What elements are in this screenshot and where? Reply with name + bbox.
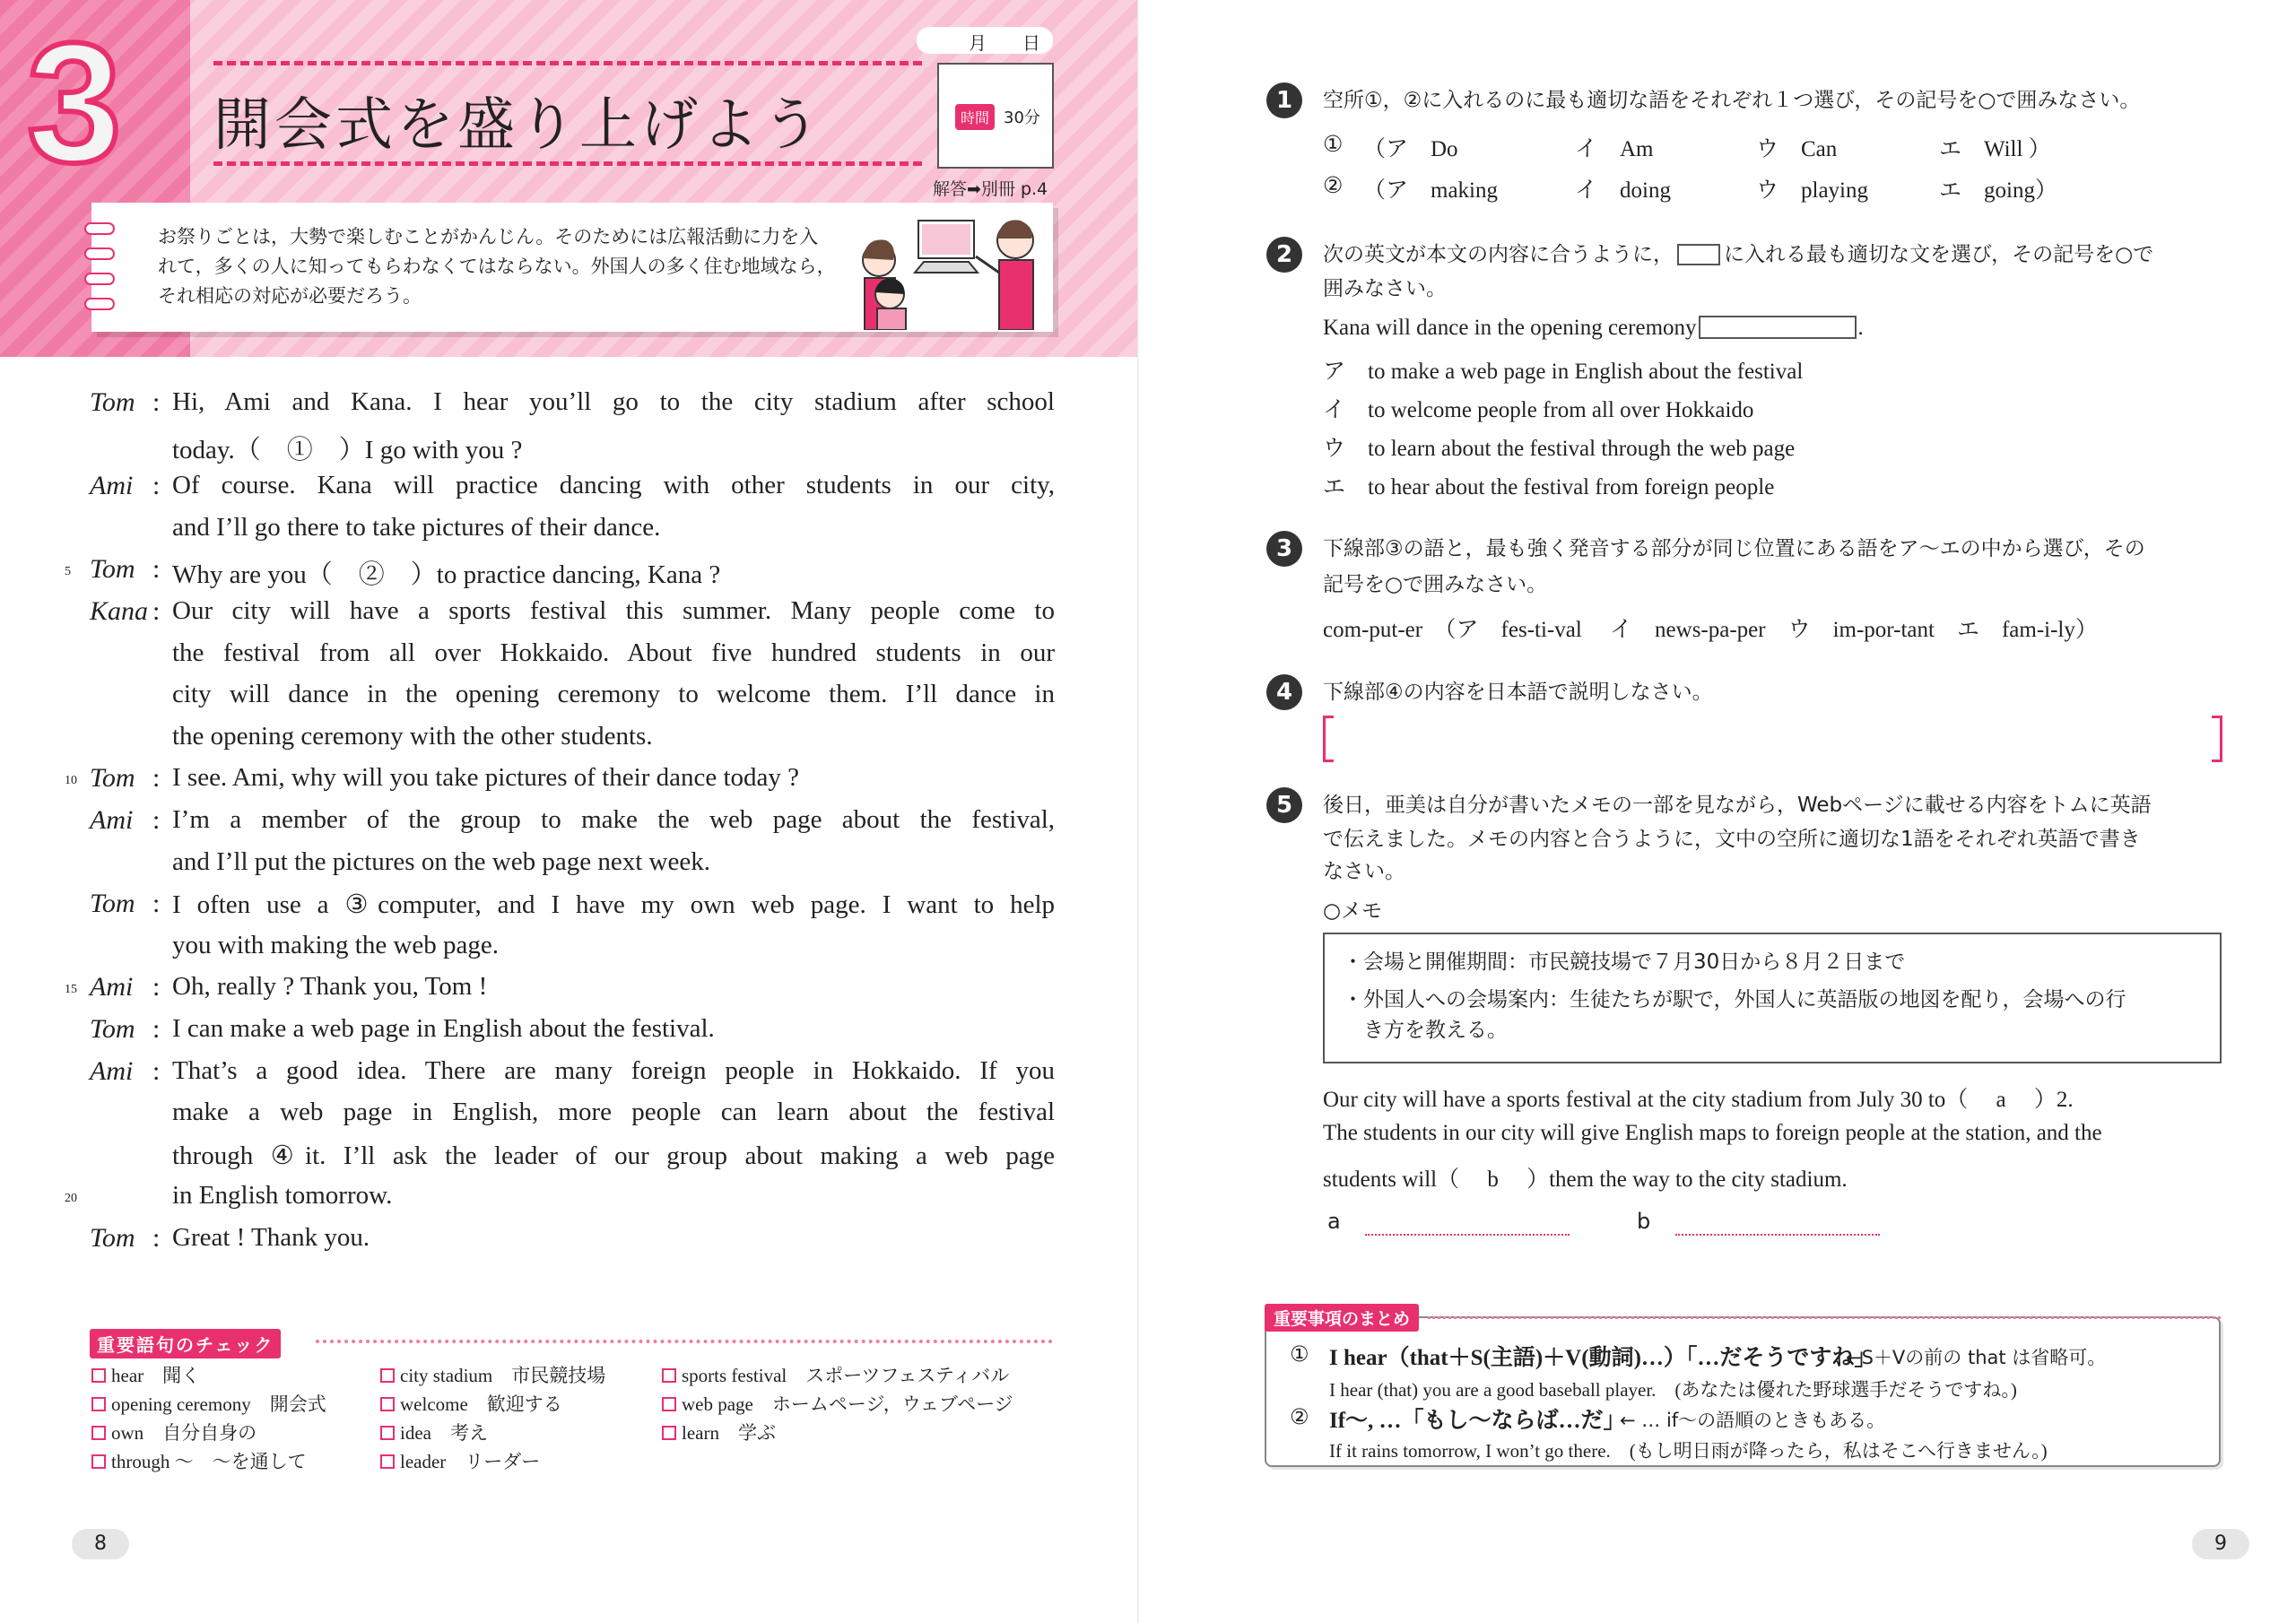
dialogue-line: Our city will have a sports festival this summer. Many people come to (172, 596, 1055, 625)
speaker-name: Tom (90, 889, 135, 918)
speaker-name: Tom (90, 763, 135, 793)
speaker-name: Ami (90, 1056, 134, 1086)
checkbox[interactable] (662, 1426, 676, 1440)
intro-card (91, 203, 1053, 332)
chapter-number: 3 (27, 8, 122, 198)
checkbox[interactable] (91, 1426, 106, 1440)
answer-b-label: b (1637, 1209, 1651, 1234)
dialogue-line: I’m a member of the group to make the web page about the festival, (172, 805, 1055, 834)
memo-line: ・会場と開催期間：市民競技場で７月30日から８月２日まで (1343, 950, 1906, 974)
vocab-item[interactable]: sports festival スポーツフェスティバル (662, 1361, 1013, 1390)
q1-instruction: 空所①，②に入れるのに最も適切な語をそれぞれ１つ選び，その記号を○で囲みなさい。 (1323, 89, 2141, 112)
speaker-colon: : (152, 471, 161, 500)
vocab-item[interactable]: city stadium 市民競技場 (380, 1361, 605, 1390)
blank-box-icon (1677, 244, 1720, 265)
q2-sentence: Kana will dance in the opening ceremony . (1323, 316, 1864, 340)
vocab-column-1 (91, 1361, 326, 1476)
q2-instruction: 次の英文が本文の内容に合うように， に入れる最も適切な文を選び，その記号を○で (1323, 243, 2154, 266)
dialogue-line: in English tomorrow. (172, 1181, 393, 1210)
intro-text (158, 222, 857, 311)
q1-row1-mark: ① (1323, 133, 1344, 157)
speaker-colon: : (152, 805, 161, 835)
answer-b-line[interactable] (1675, 1234, 1880, 1236)
q1-row2-option-e[interactable]: エ going） (1939, 178, 2057, 203)
date-box (917, 27, 1053, 54)
q4-answer-area[interactable] (1338, 716, 2208, 762)
date-month: 月 (969, 32, 987, 54)
vocab-item[interactable]: own 自分自身の (91, 1419, 326, 1447)
checkbox[interactable] (91, 1454, 106, 1469)
line-number: 20 (65, 1192, 77, 1205)
left-page (0, 0, 1137, 1623)
memo-box (1323, 933, 2222, 1063)
q2-option-e[interactable]: エ to hear about the festival from foreign people (1323, 475, 1775, 499)
chapter-header (0, 0, 1137, 357)
q5-sentence-3: students will（ b ）them the way to the city stadium. (1323, 1167, 1848, 1192)
dialogue-line: the festival from all over Hokkaido. About five hundred students in our (172, 638, 1055, 667)
line-number: 10 (65, 774, 77, 787)
speaker-colon: : (152, 554, 161, 584)
q1-row2-option-u[interactable]: ウ playing (1756, 178, 1868, 203)
dialogue-line: you with making the web page. (172, 931, 500, 959)
page-number-left: 8 (72, 1529, 129, 1559)
speaker-colon: : (152, 596, 161, 626)
dialogue-line: I often use a ③computer, and I have my own web page. I want to help (172, 890, 1055, 919)
summary-title: 重要事項のまとめ (1265, 1304, 1419, 1332)
dialogue-line: Of course. Kana will practice dancing with other students in our city, (172, 471, 1055, 499)
q5-instruction-1: 後日，亜美は自分が書いたメモの一部を見ながら，Webページに載せる内容をトムに英語 (1323, 794, 2152, 817)
summary-example-2: If it rains tomorrow, I won’t go there. (もし明日雨が降ったら，私はそこへ行きません。) (1329, 1440, 2048, 1462)
q2-option-u[interactable]: ウ to learn about the festival through the web page (1323, 437, 1796, 461)
line-number: 15 (65, 983, 77, 996)
title-dash-bottom (213, 161, 922, 166)
summary-example-1: I hear (that) you are a good baseball player. (あなたは優れた野球選手だそうですね。) (1329, 1379, 2017, 1401)
speaker-name: Tom (90, 1014, 135, 1044)
q3-instruction: 下線部③の語と，最も強く発音する部分が同じ位置にある語をア～エの中から選び，その (1323, 537, 2145, 560)
speaker-name: Ami (90, 805, 134, 835)
vocab-item[interactable]: opening ceremony 開会式 (91, 1390, 326, 1419)
vocab-item[interactable]: welcome 歓迎する (380, 1390, 605, 1419)
speaker-name: Ami (90, 471, 134, 500)
time-box (937, 63, 1054, 169)
vocab-column-2 (380, 1361, 605, 1476)
speaker-name: Kana (90, 596, 149, 626)
q3-word-options[interactable]: com-put-er （ア fes-ti-val イ news-pa-per ウ im-por-tant エ fam-i-ly） (1323, 618, 2098, 642)
q5-instruction-2: で伝えました。メモの内容と合うように，文中の空所に適切な1語をそれぞれ英語で書き (1323, 828, 2141, 851)
dialogue-line: That’s a good idea. There are many foreign people in Hokkaido. If you (172, 1056, 1055, 1085)
page-number-right: 9 (2192, 1529, 2249, 1559)
title-dash-top (213, 61, 922, 65)
vocab-item[interactable]: leader リーダー (380, 1447, 605, 1476)
dialogue-line: through ④it. I’ll ask the leader of our group about making a web page (172, 1141, 1055, 1170)
intro-line: れて，多くの人に知ってもらわなくてはならない。外国人の多く住む地域なら， (158, 256, 836, 277)
dialogue-line: Why are you（ ② ）to practice dancing, Kana ? (172, 560, 721, 589)
intro-line: お祭りごとは，大勢で楽しむことがかんじん。そのためには広報活動に力を入 (158, 226, 819, 247)
speaker-colon: : (152, 1056, 161, 1086)
q2-answer-box[interactable] (1699, 316, 1857, 339)
checkbox[interactable] (380, 1397, 395, 1411)
q1-row2-option-a[interactable]: （ア making (1363, 178, 1498, 203)
clip-icon (84, 273, 115, 285)
vocab-column-3 (662, 1361, 1013, 1447)
vocab-title: 重要語句のチェック (90, 1329, 281, 1358)
dialogue-line: Oh, really ? Thank you, Tom ! (172, 972, 488, 1001)
vocab-item[interactable]: through ～ ～を通して (91, 1447, 326, 1476)
summary-mark-1: ① (1290, 1341, 1309, 1367)
speaker-colon: : (152, 1223, 161, 1253)
checkbox[interactable] (91, 1397, 106, 1411)
summary-point-1: I hear（that＋S(主語)＋V(動詞)…）「…だそうですね」 (1329, 1346, 1877, 1370)
memo-line: き方を教える。 (1343, 1019, 1508, 1042)
checkbox[interactable] (662, 1368, 676, 1383)
summary-point-2: If～, …「もし～ならば…だ」 (1329, 1409, 1626, 1433)
answer-a-label: a (1327, 1209, 1341, 1234)
q2-instruction-2: 囲みなさい。 (1323, 277, 1447, 300)
vocab-item[interactable]: web page ホームページ，ウェブページ (662, 1390, 1013, 1419)
dialogue-line: Hi, Ami and Kana. I hear you’ll go to the city stadium after school (172, 387, 1055, 416)
clip-icon (84, 222, 115, 235)
q1-row1-option-e[interactable]: エ Will ） (1939, 137, 2051, 161)
answer-reference: 解答➡別冊 p.4 (933, 179, 1048, 199)
people-with-monitor-illustration (854, 208, 1051, 330)
q2-option-a[interactable]: ア to make a web page in English about the festival (1323, 360, 1804, 384)
dialogue-line: city will dance in the opening ceremony to welcome them. I’ll dance in (172, 680, 1055, 708)
clip-icon (84, 298, 115, 310)
q5-sentence-1: Our city will have a sports festival at the city stadium from July 30 to（ a ）2. (1323, 1088, 2074, 1112)
question-number-1: 1 (1266, 82, 1302, 118)
checkbox[interactable] (380, 1454, 395, 1469)
answer-bracket-right (2212, 716, 2222, 762)
question-number-5: 5 (1266, 787, 1302, 823)
vocab-item[interactable]: idea 考え (380, 1419, 605, 1447)
dialogue-line: make a web page in English, more people can learn about the festival (172, 1098, 1055, 1126)
q1-row1-option-i[interactable]: イ Am (1575, 137, 1654, 161)
q5-sentence-2: The students in our city will give English maps to foreign people at the station, and the (1323, 1121, 2102, 1145)
dialogue-line: and I’ll go there to take pictures of their dance. (172, 513, 661, 542)
intro-line: それ相応の対応が必要だろう。 (158, 285, 422, 307)
q1-row2-option-i[interactable]: イ doing (1575, 178, 1671, 203)
q3-instruction-2: 記号を○で囲みなさい。 (1323, 573, 1548, 596)
answer-bracket-left (1323, 716, 1334, 762)
speaker-name: Tom (90, 387, 135, 417)
summary-rule (1428, 1316, 2221, 1319)
dialogue-line: I see. Ami, why will you take pictures of their dance today ? (172, 763, 800, 792)
dialogue-line: I can make a web page in English about the festival. (172, 1014, 715, 1043)
checkbox[interactable] (91, 1368, 106, 1383)
vocab-rule (316, 1340, 1053, 1343)
speaker-name: Tom (90, 1223, 135, 1253)
question-number-3: 3 (1266, 531, 1302, 567)
memo-label: ○メモ (1323, 899, 1383, 923)
memo-line: ・外国人への会場案内：生徒たちが駅で，外国人に英語版の地図を配り，会場への行 (1343, 988, 2126, 1011)
q4-instruction: 下線部④の内容を日本語で説明しなさい。 (1323, 681, 1713, 704)
q1-row1-option-a[interactable]: （ア Do (1363, 137, 1458, 161)
summary-note-1: ←S＋Vの前の that は省略可。 (1846, 1347, 2107, 1368)
speaker-colon: : (152, 889, 161, 918)
vocab-item[interactable]: learn 学ぶ (662, 1419, 1013, 1447)
line-number: 5 (65, 565, 71, 578)
clip-icon (84, 247, 115, 260)
q2-option-i[interactable]: イ to welcome people from all over Hokkaido (1323, 398, 1754, 422)
checkbox[interactable] (662, 1397, 676, 1411)
checkbox[interactable] (380, 1368, 395, 1383)
chapter-title: 開会式を盛り上げよう (213, 92, 823, 159)
speaker-colon: : (152, 387, 161, 417)
summary-mark-2: ② (1290, 1404, 1309, 1429)
question-number-4: 4 (1266, 674, 1302, 710)
speaker-colon: : (152, 763, 161, 793)
speaker-name: Tom (90, 554, 135, 584)
time-label: 時間 (955, 104, 995, 130)
speaker-colon: : (152, 972, 161, 1002)
dialogue-line: today.（ ① ）I go with you ? (172, 436, 523, 464)
summary-note-2: ← … if～の語順のときもある。 (1620, 1410, 1886, 1431)
q5-instruction-3: なさい。 (1323, 860, 1405, 883)
checkbox[interactable] (380, 1426, 395, 1440)
vocab-item[interactable]: hear 聞く (91, 1361, 326, 1390)
answer-a-line[interactable] (1365, 1234, 1570, 1236)
q1-row1-option-u[interactable]: ウ Can (1756, 137, 1838, 161)
dialogue-line: Great ! Thank you. (172, 1223, 370, 1252)
date-day: 日 (1022, 32, 1040, 54)
speaker-name: Ami (90, 972, 134, 1002)
time-value: 30分 (1004, 108, 1040, 127)
dialogue-line: the opening ceremony with the other students. (172, 722, 653, 751)
dialogue-line: and I’ll put the pictures on the web page next week. (172, 847, 710, 876)
speaker-colon: : (152, 1014, 161, 1044)
q1-row2-mark: ② (1323, 174, 1344, 198)
question-number-2: 2 (1266, 237, 1302, 273)
